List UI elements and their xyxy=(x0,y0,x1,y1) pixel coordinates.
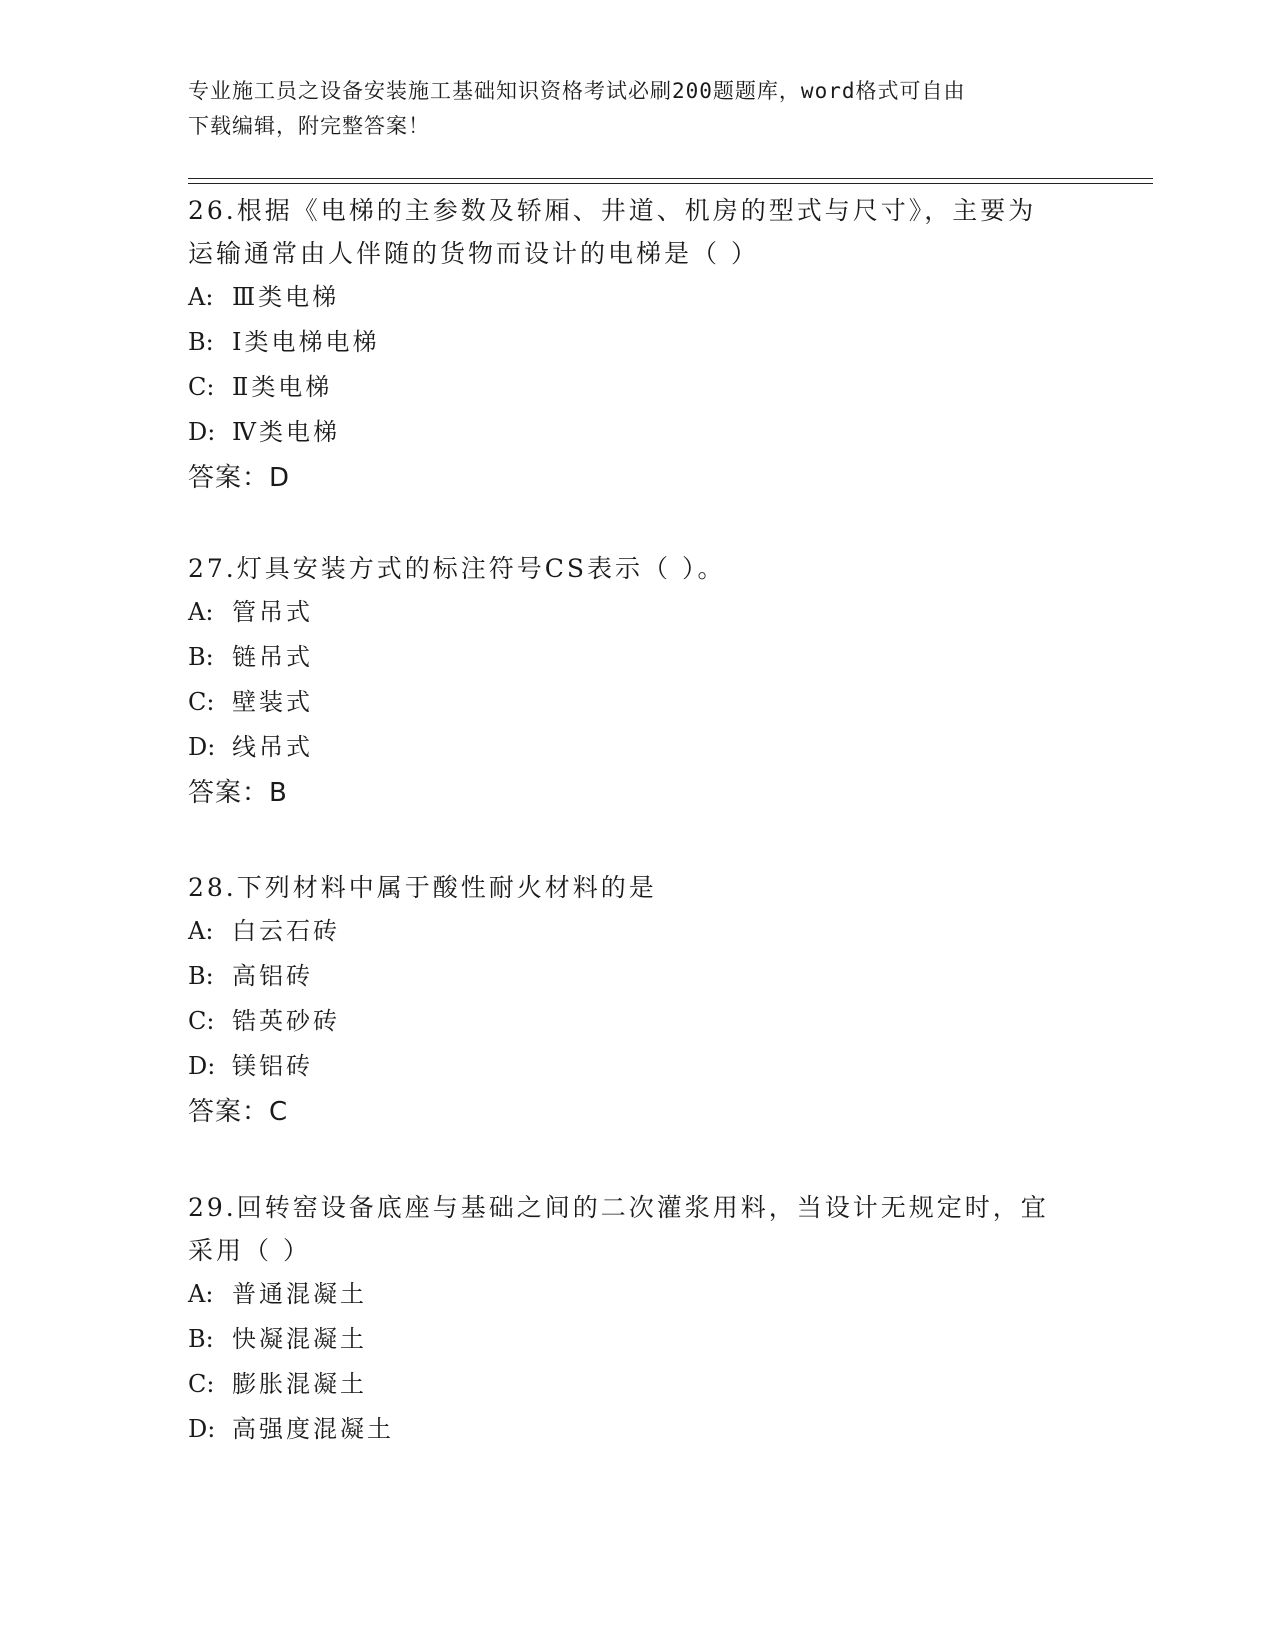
question-26 xyxy=(188,189,1108,501)
option-text: Ⅱ类电梯 xyxy=(232,373,333,401)
question-stem-line: 26.根据《电梯的主参数及轿厢、井道、机房的型式与尺寸》，主要为 xyxy=(188,196,1037,225)
option-c xyxy=(188,365,1108,410)
option-text: 快凝混凝土 xyxy=(232,1325,367,1353)
question-stem-line: 28.下列材料中属于酸性耐火材料的是 xyxy=(188,873,657,902)
option-letter: D: xyxy=(188,418,216,446)
option-b xyxy=(188,1317,1108,1362)
option-letter: B: xyxy=(188,328,214,356)
option-text: 管吊式 xyxy=(232,598,313,626)
option-a xyxy=(188,909,1108,954)
option-letter: A: xyxy=(188,917,214,945)
option-b xyxy=(188,320,1108,365)
option-text: 链吊式 xyxy=(232,643,313,671)
option-d xyxy=(188,1407,1108,1452)
option-b xyxy=(188,635,1108,680)
option-letter: C: xyxy=(188,1370,215,1398)
answer-line: 答案：C xyxy=(188,1097,289,1127)
option-a xyxy=(188,1272,1108,1317)
option-text: Ⅰ类电梯电梯 xyxy=(232,328,380,356)
option-text: 镁铝砖 xyxy=(232,1052,313,1080)
option-letter: D: xyxy=(188,1052,216,1080)
option-c xyxy=(188,999,1108,1044)
answer-line: 答案：B xyxy=(188,778,288,808)
question-stem-line: 27.灯具安装方式的标注符号CS表示（ ）。 xyxy=(188,554,726,583)
option-text: Ⅳ类电梯 xyxy=(232,418,340,446)
option-letter: C: xyxy=(188,1007,215,1035)
option-d xyxy=(188,410,1108,455)
option-letter: B: xyxy=(188,1325,214,1353)
option-a xyxy=(188,275,1108,320)
option-c xyxy=(188,1362,1108,1407)
header-divider-bottom xyxy=(188,183,1153,184)
option-letter: D: xyxy=(188,733,216,761)
option-c xyxy=(188,680,1108,725)
option-b xyxy=(188,954,1108,999)
option-letter: D: xyxy=(188,1415,216,1443)
option-text: 普通混凝土 xyxy=(232,1280,367,1308)
option-text: 高强度混凝土 xyxy=(232,1415,394,1443)
option-text: Ⅲ类电梯 xyxy=(232,283,340,311)
answer-line: 答案：D xyxy=(188,463,291,493)
question-stem-line: 29.回转窑设备底座与基础之间的二次灌浆用料，当设计无规定时，宜 xyxy=(188,1193,1049,1222)
question-29 xyxy=(188,1186,1108,1452)
option-text: 线吊式 xyxy=(232,733,313,761)
option-text: 膨胀混凝土 xyxy=(232,1370,367,1398)
question-28 xyxy=(188,866,1108,1135)
option-text: 锆英砂砖 xyxy=(232,1007,340,1035)
question-27 xyxy=(188,547,1108,816)
option-letter: C: xyxy=(188,688,215,716)
option-letter: C: xyxy=(188,373,215,401)
option-letter: B: xyxy=(188,962,214,990)
option-letter: A: xyxy=(188,1280,214,1308)
option-letter: A: xyxy=(188,598,214,626)
header-divider-top xyxy=(188,178,1153,179)
question-stem-line: 运输通常由人伴随的货物而设计的电梯是（ ） xyxy=(188,239,759,268)
option-letter: B: xyxy=(188,643,214,671)
option-d xyxy=(188,1044,1108,1089)
option-text: 白云石砖 xyxy=(232,917,340,945)
option-text: 壁装式 xyxy=(232,688,313,716)
option-letter: A: xyxy=(188,283,214,311)
header-line-1: 专业施工员之设备安装施工基础知识资格考试必刷200题题库，word格式可自由 xyxy=(188,79,966,103)
document-header xyxy=(188,74,1088,144)
question-stem-line: 采用（ ） xyxy=(188,1236,311,1265)
option-text: 高铝砖 xyxy=(232,962,313,990)
option-a xyxy=(188,590,1108,635)
header-line-2: 下载编辑，附完整答案！ xyxy=(188,114,430,138)
option-d xyxy=(188,725,1108,770)
